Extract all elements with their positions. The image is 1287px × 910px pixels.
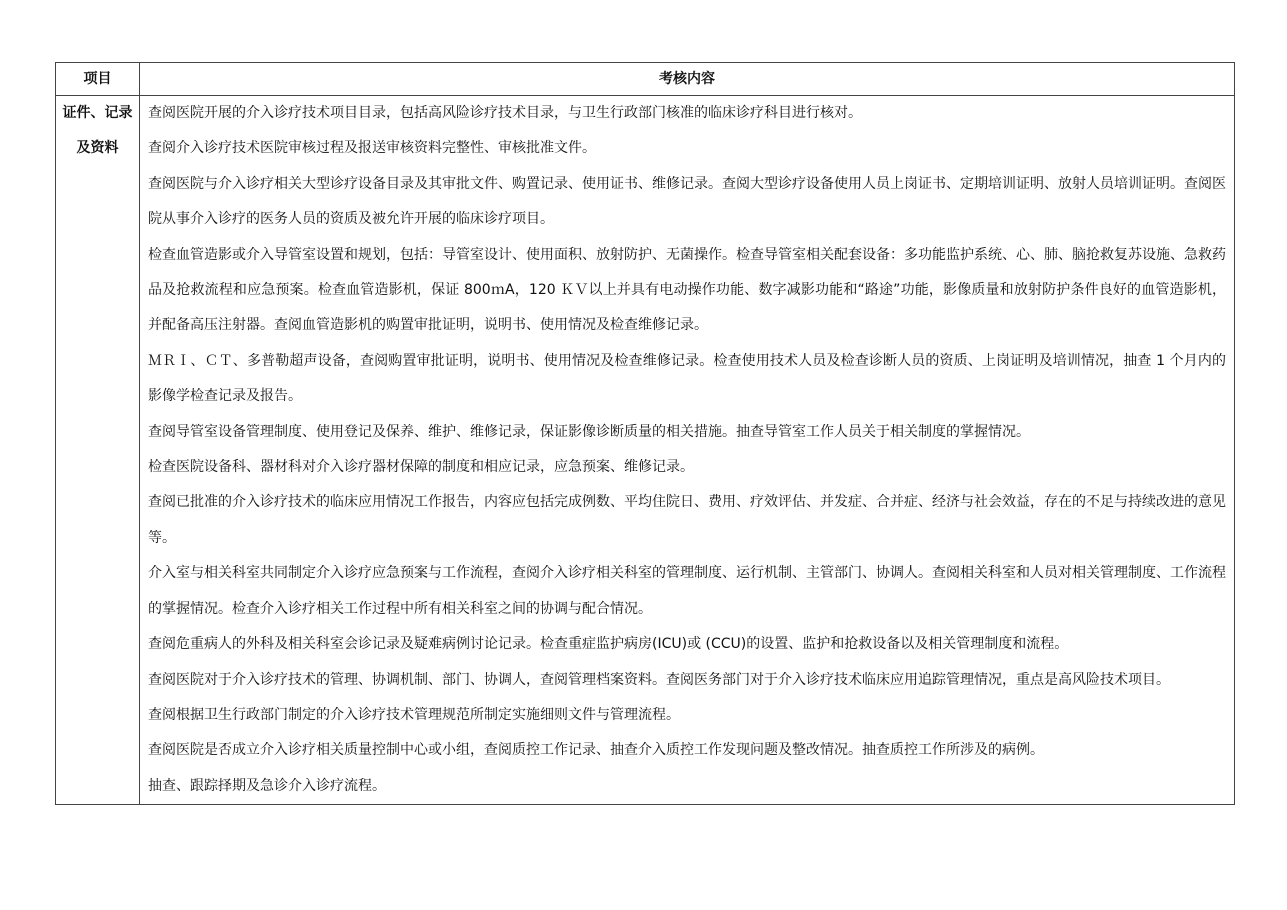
item-cell: 证件、记录及资料 — [56, 96, 140, 805]
content-paragraph: 抽查、跟踪择期及急诊介入诊疗流程。 — [148, 777, 386, 794]
table-row — [56, 96, 1235, 805]
content-cell — [140, 96, 1235, 805]
content-paragraph: 查阅医院对于介入诊疗技术的管理、协调机制、部门、协调人，查阅管理档案资料。查阅医务部门对于介入诊疗技术临床应用追踪管理情况，重点是高风险技术项目。 — [148, 671, 1170, 688]
content-paragraph: 查阅危重病人的外科及相关科室会诊记录及疑难病例讨论记录。检查重症监护病房(ICU)或 (CCU)的设置、监护和抢救设备以及相关管理制度和流程。 — [148, 636, 1069, 653]
content-paragraph: 介入室与相关科室共同制定介入诊疗应急预案与工作流程，查阅介入诊疗相关科室的管理制度、运行机制、主管部门、协调人。查阅相关科室和人员对相关管理制度、工作流程的掌握情况。检查介入诊疗相关工作过程中所有相关科室之间的协调与配合情况。 — [148, 565, 1226, 617]
content-paragraph: 查阅已批准的介入诊疗技术的临床应用情况工作报告，内容应包括完成例数、平均住院日、费用、疗效评估、并发症、合并症、经济与社会效益，存在的不足与持续改进的意见等。 — [148, 494, 1226, 546]
assessment-table — [55, 62, 1235, 805]
content-paragraph: 查阅根据卫生行政部门制定的介入诊疗技术管理规范所制定实施细则文件与管理流程。 — [148, 706, 680, 723]
content-paragraph: 查阅医院开展的介入诊疗技术项目目录，包括高风险诊疗技术目录，与卫生行政部门核准的临床诊疗科目进行核对。 — [148, 105, 862, 121]
content-paragraph: 查阅医院是否成立介入诊疗相关质量控制中心或小组，查阅质控工作记录、抽查介入质控工作发现问题及整改情况。抽查质控工作所涉及的病例。 — [148, 742, 1044, 759]
content-paragraph: 查阅医院与介入诊疗相关大型诊疗设备目录及其审批文件、购置记录、使用证书、维修记录。查阅大型诊疗设备使用人员上岗证书、定期培训证明、放射人员培训证明。查阅医院从事介入诊疗的医务人员的资质及被允许开展的临床诊疗项目。 — [148, 175, 1226, 228]
header-content: 考核内容 — [140, 63, 1235, 96]
content-paragraph: ＭＲＩ、ＣＴ、多普勒超声设备，查阅购置审批证明，说明书、使用情况及检查维修记录。检查使用技术人员及检查诊断人员的资质、上岗证明及培训情况，抽查 1 个月内的影像学检查记录及报告。 — [148, 352, 1226, 405]
table-header-row — [56, 63, 1235, 96]
content-paragraph: 查阅导管室设备管理制度、使用登记及保养、维护、维修记录，保证影像诊断质量的相关措施。抽查导管室工作人员关于相关制度的掌握情况。 — [148, 423, 1030, 440]
content-paragraph: 检查医院设备科、器材科对介入诊疗器材保障的制度和相应记录，应急预案、维修记录。 — [148, 459, 694, 476]
header-item: 项目 — [56, 63, 140, 96]
content-paragraph: 查阅介入诊疗技术医院审核过程及报送审核资料完整性、审核批准文件。 — [148, 140, 596, 157]
content-paragraph: 检查血管造影或介入导管室设置和规划，包括：导管室设计、使用面积、放射防护、无菌操作。检查导管室相关配套设备：多功能监护系统、心、肺、脑抢救复苏设施、急救药品及抢救流程和应急预案。检查血管造影机，保证 800ｍA，120 ＫＶ以上并具有电动操作功能、数字减影功能和“路途”功能，影像质量和放射防护条件良好的血管造影机，并配备高压注射器。查阅血管造影机的购置审批证明，说明书、使用情况及检查维修记录。 — [148, 246, 1226, 334]
